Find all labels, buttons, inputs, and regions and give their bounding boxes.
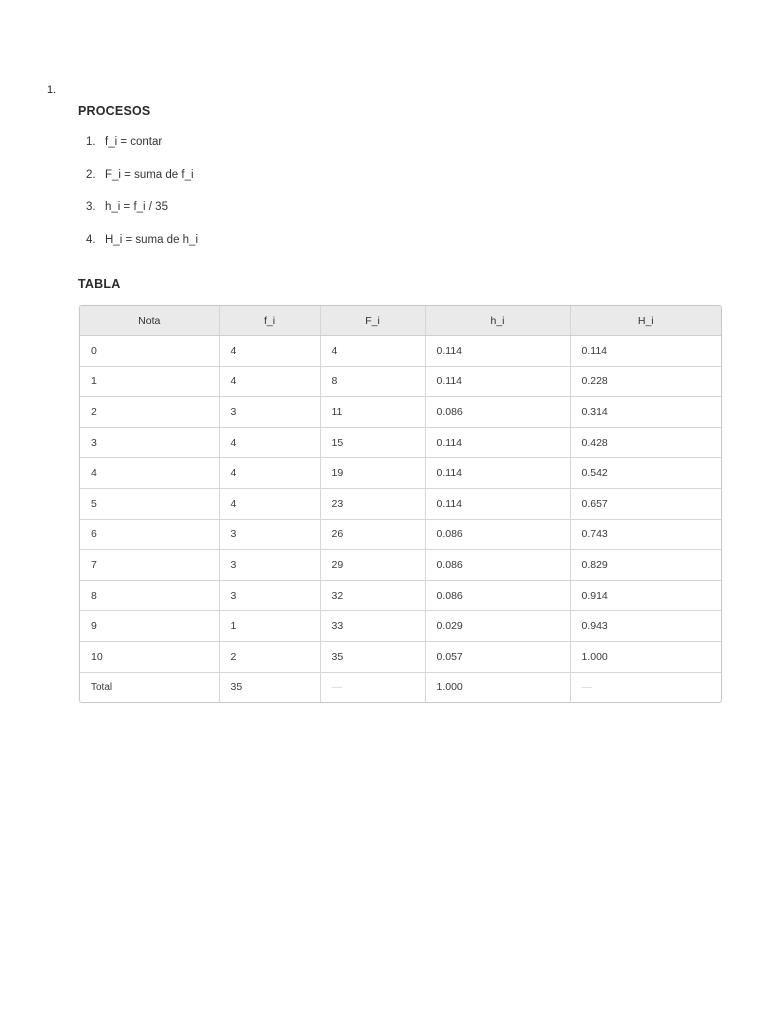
cell-cum-f-i: 19 <box>320 458 425 489</box>
cell-f-i: 4 <box>219 458 320 489</box>
step-item <box>86 201 198 234</box>
cell-nota: 9 <box>80 611 219 642</box>
step-text: h_i = f_i / 35 <box>105 201 168 213</box>
cell-nota: 3 <box>80 427 219 458</box>
table-row <box>80 366 721 397</box>
cell-cum-h-i: 0.914 <box>570 580 721 611</box>
header-cum-h-i: H_i <box>570 306 721 336</box>
cell-cum-h-i: — <box>581 681 592 694</box>
cell-cum-f-i: 35 <box>320 641 425 672</box>
table-row <box>80 458 721 489</box>
step-text: f_i = contar <box>105 136 163 148</box>
cell-cum-h-i: 0.829 <box>570 550 721 581</box>
cell-cum-f-i: 29 <box>320 550 425 581</box>
cell-nota: 0 <box>80 336 219 367</box>
step-item <box>86 169 198 202</box>
table-row <box>80 550 721 581</box>
cell-nota: 4 <box>80 458 219 489</box>
cell-cum-f-i: 8 <box>320 366 425 397</box>
cell-cum-h-i: 0.428 <box>570 427 721 458</box>
cell-cum-h-i: 0.542 <box>570 458 721 489</box>
cell-cum-f-i: — <box>320 672 425 702</box>
cell-cum-f-i: 4 <box>320 336 425 367</box>
cell-f-i: 3 <box>219 397 320 428</box>
cell-f-i: 4 <box>219 427 320 458</box>
procesos-steps-list <box>86 136 198 266</box>
cell-cum-h-i: 1.000 <box>570 641 721 672</box>
table-row <box>80 641 721 672</box>
cell-h-i: 0.086 <box>425 550 570 581</box>
cell-nota: 5 <box>80 488 219 519</box>
header-cum-f-i: F_i <box>320 306 425 336</box>
header-f-i: f_i <box>219 306 320 336</box>
cell-f-i: 3 <box>219 550 320 581</box>
step-text: H_i = suma de h_i <box>105 233 199 246</box>
cell-h-i: 1.000 <box>425 672 570 702</box>
cell-cum-h-i: 0.314 <box>570 397 721 428</box>
cell-h-i: 0.114 <box>425 366 570 397</box>
cell-nota: Total <box>80 672 219 702</box>
step-text: F_i = suma de f_i <box>105 168 194 181</box>
cell-h-i: 0.029 <box>425 611 570 642</box>
table-row <box>80 427 721 458</box>
cell-cum-h-i: 0.657 <box>570 488 721 519</box>
cell-nota: 7 <box>80 550 219 581</box>
cell-cum-h-i: 0.943 <box>570 611 721 642</box>
step-number: 2. <box>86 168 96 181</box>
cell-cum-h-i: 0.743 <box>570 519 721 550</box>
cell-h-i: 0.057 <box>425 641 570 672</box>
step-number: 1. <box>86 136 96 148</box>
cell-cum-f-i: 33 <box>320 611 425 642</box>
list-number: 1. <box>47 84 57 96</box>
step-item <box>86 234 198 267</box>
cell-cum-f-i: 26 <box>320 519 425 550</box>
cell-f-i: 3 <box>219 580 320 611</box>
cell-h-i: 0.114 <box>425 458 570 489</box>
cell-f-i: 1 <box>219 611 320 642</box>
cell-cum-h-i: 0.114 <box>570 336 721 367</box>
step-number: 3. <box>86 201 96 213</box>
procesos-heading: PROCESOS <box>78 104 151 118</box>
table-row <box>80 336 721 367</box>
header-h-i: h_i <box>425 306 570 336</box>
cell-f-i: 4 <box>219 488 320 519</box>
cell-nota: 6 <box>80 519 219 550</box>
frequency-table-container <box>79 305 722 703</box>
cell-cum-f-i: 32 <box>320 580 425 611</box>
cell-h-i: 0.086 <box>425 580 570 611</box>
cell-cum-f-i: 23 <box>320 488 425 519</box>
cell-f-i: 2 <box>219 641 320 672</box>
cell-h-i: 0.086 <box>425 397 570 428</box>
cell-nota: 1 <box>80 366 219 397</box>
cell-h-i: 0.114 <box>425 488 570 519</box>
table-row <box>80 488 721 519</box>
table-header-row <box>80 306 721 336</box>
header-nota: Nota <box>80 306 219 336</box>
table-row <box>80 580 721 611</box>
cell-f-i: 35 <box>219 672 320 702</box>
step-item <box>86 136 198 169</box>
table-total-row <box>80 672 721 702</box>
cell-h-i: 0.114 <box>425 427 570 458</box>
frequency-table <box>80 306 721 702</box>
cell-nota: 10 <box>80 641 219 672</box>
cell-f-i: 4 <box>219 366 320 397</box>
cell-cum-f-i: 15 <box>320 427 425 458</box>
cell-cum-h-i: 0.228 <box>570 366 721 397</box>
table-row <box>80 397 721 428</box>
step-number: 4. <box>86 233 96 246</box>
table-body <box>80 336 721 703</box>
cell-h-i: 0.114 <box>425 336 570 367</box>
table-row <box>80 611 721 642</box>
cell-h-i: 0.086 <box>425 519 570 550</box>
cell-cum-f-i: 11 <box>320 397 425 428</box>
table-row <box>80 519 721 550</box>
cell-f-i: 4 <box>219 336 320 367</box>
tabla-heading: TABLA <box>78 277 121 291</box>
cell-f-i: 3 <box>219 519 320 550</box>
cell-nota: 8 <box>80 580 219 611</box>
cell-nota: 2 <box>80 397 219 428</box>
